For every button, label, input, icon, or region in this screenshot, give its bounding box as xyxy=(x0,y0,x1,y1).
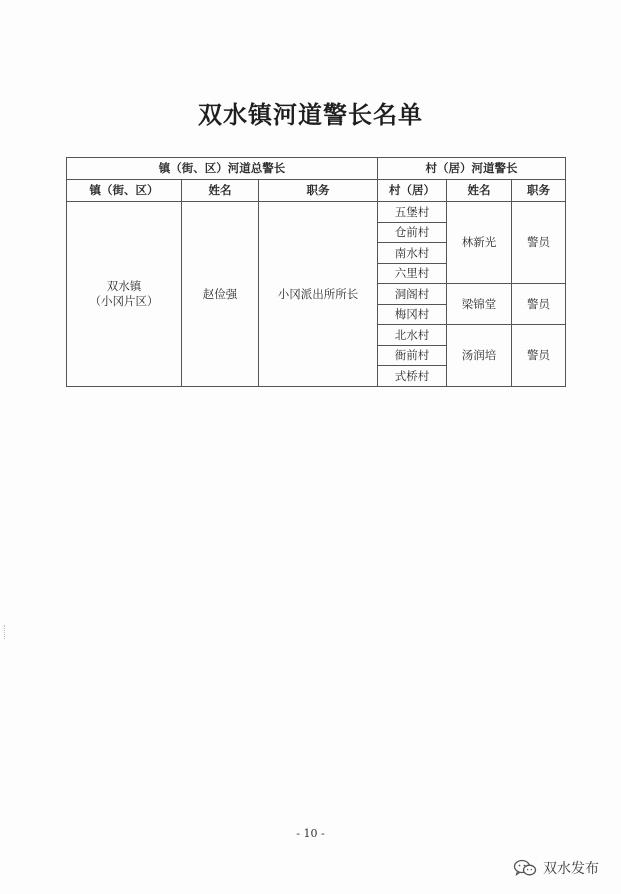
village-cell: 梅冈村 xyxy=(378,304,447,325)
chief-position-cell: 小冈派出所所长 xyxy=(259,202,378,387)
scan-artifact xyxy=(4,625,8,639)
chief-position-column-header: 职务 xyxy=(259,180,378,202)
page-number: - 10 - xyxy=(296,827,325,840)
officer-name-column-header: 姓名 xyxy=(447,180,512,202)
river-police-roster-table xyxy=(66,157,566,387)
village-cell: 六里村 xyxy=(378,263,447,284)
village-cell: 南水村 xyxy=(378,243,447,264)
village-column-header: 村（居） xyxy=(378,180,447,202)
table-row xyxy=(67,202,566,223)
chief-name-column-header: 姓名 xyxy=(182,180,259,202)
officer-position-cell: 警员 xyxy=(512,202,566,284)
officer-position-column-header: 职务 xyxy=(512,180,566,202)
officer-name-cell: 汤润培 xyxy=(447,325,512,387)
watermark-text: 双水发布 xyxy=(543,861,599,877)
village-cell: 衙前村 xyxy=(378,345,447,366)
wechat-icon xyxy=(513,859,537,877)
village-cell: 洞阁村 xyxy=(378,284,447,305)
officer-position-cell: 警员 xyxy=(512,284,566,325)
village-group-header: 村（居）河道警长 xyxy=(378,158,566,180)
wechat-watermark xyxy=(513,858,599,878)
document-title: 双水镇河道警长名单 xyxy=(198,100,423,129)
officer-name-cell: 林新光 xyxy=(447,202,512,284)
officer-name-cell: 梁锦堂 xyxy=(447,284,512,325)
village-cell: 式桥村 xyxy=(378,366,447,387)
village-cell: 仓前村 xyxy=(378,222,447,243)
town-area: （小冈片区） xyxy=(89,293,159,308)
group-header-row xyxy=(67,158,566,180)
town-group-header: 镇（街、区）河道总警长 xyxy=(67,158,378,180)
officer-position-cell: 警员 xyxy=(512,325,566,387)
chief-name-cell: 赵俭强 xyxy=(182,202,259,387)
village-cell: 北水村 xyxy=(378,325,447,346)
village-cell: 五堡村 xyxy=(378,202,447,223)
town-name: 双水镇 xyxy=(106,279,142,294)
town-column-header: 镇（街、区） xyxy=(67,180,182,202)
town-cell xyxy=(67,202,182,387)
column-header-row xyxy=(67,180,566,202)
